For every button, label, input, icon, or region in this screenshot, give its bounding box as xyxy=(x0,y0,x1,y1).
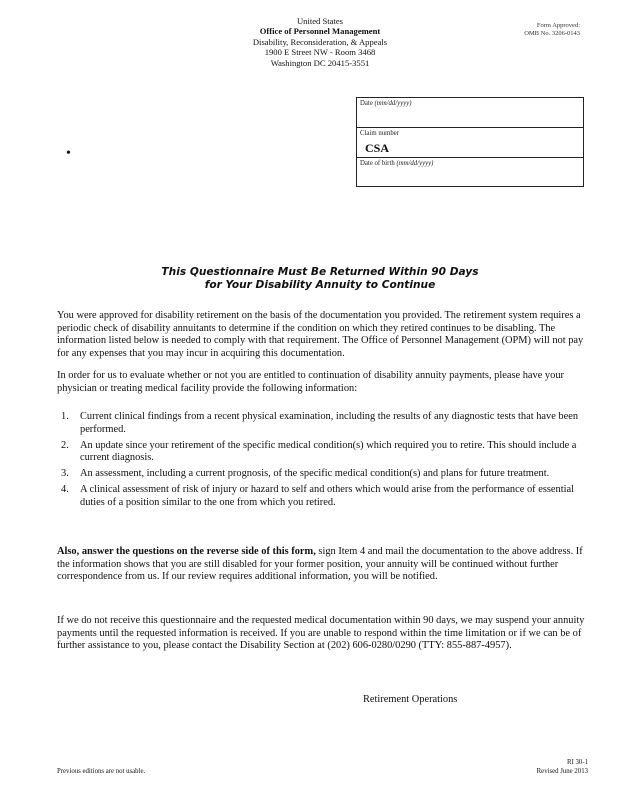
city-line: Washington DC 20415-3551 xyxy=(270,57,370,68)
list-number: 4. xyxy=(61,484,69,496)
instructions-bold: Also, answer the questions on the reverse side of this form, xyxy=(57,546,316,557)
intro-paragraph: You were approved for disability retirement on the basis of the documentation you provided. The retirement system requires a periodic check of disability annuitants to determine if the condition on which they retired continues to be disabling. The information listed below is needed to comply with that requirement. The Office of Personnel Management (OPM) will not pay for any expenses that you may incur in acquiring this documentation. xyxy=(57,310,584,359)
claim-number-label: Claim number xyxy=(360,130,400,137)
list-item xyxy=(57,468,587,481)
form-id: RI 30-1 xyxy=(567,759,588,766)
footer-note: Previous editions are not usable. xyxy=(57,768,146,775)
dob-label-wrap xyxy=(360,160,433,167)
dob-label: Date of birth xyxy=(360,160,395,167)
title-line-2: for Your Disability Annuity to Continue xyxy=(204,279,436,291)
requirements-list xyxy=(57,411,587,513)
contact-paragraph: If we do not receive this questionnaire and the requested medical documentation within 90 days, we may suspend your annuity payments until the requested information is received. If you are unable to respond within the time limitation or if we can be of further assistance to you, please contact the Disability Section at (202) 606-0280/0290 (TTY: 855-887-4957). xyxy=(57,615,585,652)
form-id-block xyxy=(480,759,588,776)
country-line: United States xyxy=(296,16,344,26)
request-paragraph: In order for us to evaluate whether or not you are entitled to continuation of disability annuity payments, please have your physician or treating medical facility provide the following information: xyxy=(57,370,564,394)
list-item xyxy=(57,411,587,436)
date-label: Date xyxy=(360,100,373,107)
bullet-mark: • xyxy=(66,146,71,161)
omb-number: OMB No. 3206-0143 xyxy=(524,30,580,37)
date-of-birth-field[interactable] xyxy=(357,158,583,187)
list-number: 3. xyxy=(61,468,69,480)
instructions-rest: sign Item 4 and mail the documentation to the above address. If the information shows that you are still disabled for your former position, your annuity will be continued without further correspondence from us. If our review requires additional information, you will be notified. xyxy=(57,546,583,583)
date-field[interactable] xyxy=(357,98,583,128)
list-text: Current clinical findings from a recent physical examination, including the results of any diagnostic tests that have been performed. xyxy=(80,411,579,435)
division-line: Disability, Reconsideration, & Appeals xyxy=(252,36,388,47)
list-text: An assessment, including a current prognosis, of the specific medical condition(s) and plans for future treatment. xyxy=(80,468,550,480)
form-approval-block xyxy=(500,22,580,38)
document-title xyxy=(60,266,580,292)
claim-info-box xyxy=(356,97,584,187)
office-name: Office of Personnel Management xyxy=(259,26,381,37)
claim-number-field[interactable] xyxy=(357,128,583,158)
list-text: An update since your retirement of the specific medical condition(s) which required you to retire. This should include a current diagnosis. xyxy=(80,439,577,464)
claim-number-value: CSA xyxy=(365,141,390,155)
street-line: 1900 E Street NW - Room 3468 xyxy=(264,47,376,58)
list-item xyxy=(57,440,587,465)
agency-address xyxy=(230,16,410,68)
list-item xyxy=(57,484,587,509)
title-line-1: This Questionnaire Must Be Returned Within 90 Days xyxy=(161,266,479,278)
list-number: 2. xyxy=(61,439,69,451)
list-number: 1. xyxy=(61,411,69,422)
dob-format-hint: (mm/dd/yyyy) xyxy=(396,160,434,167)
date-format-hint: (mm/dd/yyyy) xyxy=(374,100,412,107)
list-text: A clinical assessment of risk of injury or hazard to self and others which would arise from the performance of essential duties of a position similar to the one from which you retired. xyxy=(80,484,574,508)
date-label-wrap xyxy=(360,100,412,107)
revised-date: Revised June 2013 xyxy=(536,767,588,775)
signature-line: Retirement Operations xyxy=(363,694,458,705)
instructions-paragraph xyxy=(57,546,587,584)
form-approved-label: Form Approved: xyxy=(536,22,580,29)
